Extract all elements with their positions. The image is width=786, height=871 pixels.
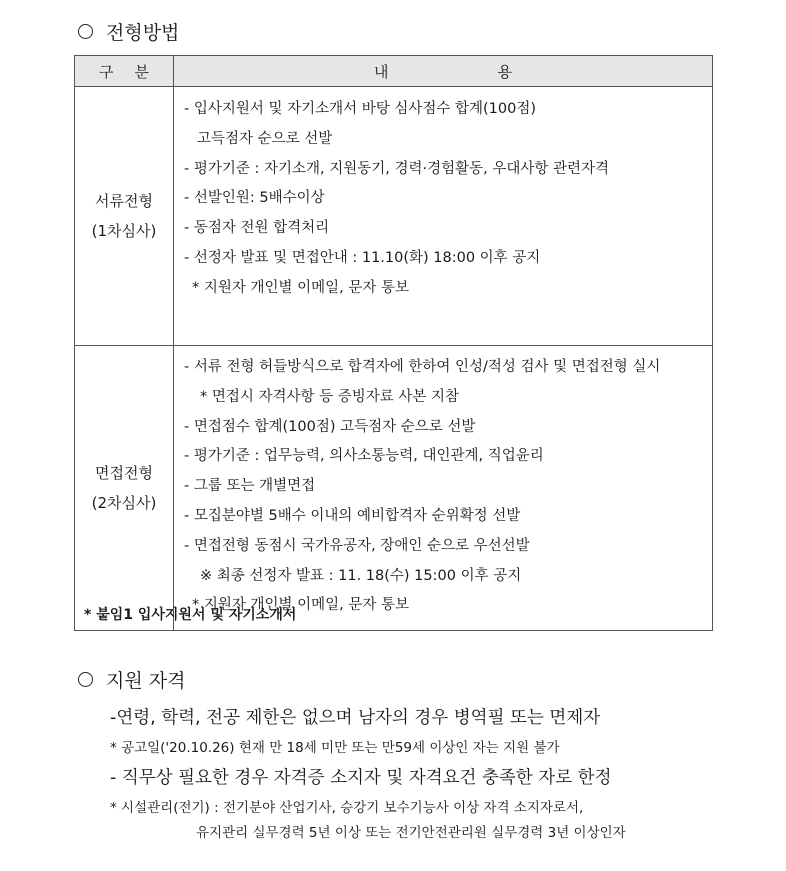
attachment-note: * 붙임1 입사지원서 및 자기소개서: [84, 607, 297, 623]
list-item: 고득점자 순으로 선발: [197, 130, 333, 147]
list-item: - 면접점수 합계(100점) 고득점자 순으로 선발: [184, 418, 476, 435]
category-stage: (1차심사): [91, 222, 157, 240]
list-item: - 모집분야별 5배수 이내의 예비합격자 순위확정 선발: [184, 507, 521, 524]
header-category-label: [75, 61, 173, 82]
list-item: - 선정자 발표 및 면접안내 : 11.10(화) 18:00 이후 공지: [184, 249, 541, 266]
list-item: * 지원자 개인별 이메일, 문자 통보: [192, 279, 409, 296]
list-item: - 입사지원서 및 자기소개서 바탕 심사점수 합계(100점): [184, 101, 537, 117]
table-row: [75, 87, 713, 346]
list-item: - 그룹 또는 개별면접: [184, 478, 316, 495]
qualification-note: 유지관리 실무경력 5년 이상 또는 전기안전관리원 실무경력 3년 이상인자: [196, 825, 626, 841]
category-name: 서류전형: [95, 192, 153, 210]
list-item: - 평가기준 : 업무능력, 의사소통능력, 대인관계, 직업윤리: [184, 448, 544, 465]
qualification-note: * 시설관리(전기) : 전기분야 산업기사, 승강기 보수기능사 이상 자격 소지자로서,: [110, 800, 584, 816]
content-cell: [174, 87, 713, 346]
table-header-row: [75, 56, 713, 87]
section-title: 전형방법: [106, 22, 180, 44]
header-char: 내: [374, 62, 389, 81]
header-content-label: [174, 61, 712, 82]
header-content: [174, 56, 713, 87]
circle-bullet-icon: [78, 24, 93, 39]
header-char: 구: [99, 62, 114, 81]
list-item: - 선발인원: 5배수이상: [184, 190, 325, 207]
qualification-line: -연령, 학력, 전공 제한은 없으며 남자의 경우 병역필 또는 면제자: [110, 708, 601, 728]
section-heading-qualification: [78, 666, 185, 693]
qualification-note: * 공고일('20.10.26) 현재 만 18세 미만 또는 만59세 이상인 자는 지원 불가: [110, 740, 560, 756]
list-item: - 동점자 전원 합격처리: [184, 220, 330, 237]
category-cell: [75, 87, 174, 346]
list-item: ※ 최종 선정자 발표 : 11. 18(수) 15:00 이후 공지: [200, 567, 522, 584]
list-item: - 면접전형 동점시 국가유공자, 장애인 순으로 우선선발: [184, 537, 530, 554]
header-char: 분: [134, 62, 149, 81]
header-category: [75, 56, 174, 87]
list-item: - 서류 전형 허들방식으로 합격자에 한하여 인성/적성 검사 및 면접전형 실시: [184, 359, 661, 375]
content-cell: [174, 346, 713, 631]
header-char: 용: [497, 62, 512, 81]
section-title: 지원 자격: [106, 670, 186, 692]
circle-bullet-icon: [78, 672, 93, 687]
list-item: - 평가기준 : 자기소개, 지원동기, 경력·경험활동, 우대사항 관련자격: [184, 160, 609, 177]
section-heading-selection: [78, 18, 179, 45]
list-item: * 면접시 자격사항 등 증빙자료 사본 지참: [200, 388, 460, 405]
category-cell: [75, 346, 174, 631]
list-item: * 지원자 개인별 이메일, 문자 통보: [192, 597, 409, 614]
category-name: 면접전형: [95, 464, 153, 482]
selection-table: [74, 55, 713, 631]
table-row: [75, 346, 713, 631]
category-stage: (2차심사): [91, 494, 157, 512]
qualification-line: - 직무상 필요한 경우 자격증 소지자 및 자격요건 충족한 자로 한정: [110, 768, 612, 788]
